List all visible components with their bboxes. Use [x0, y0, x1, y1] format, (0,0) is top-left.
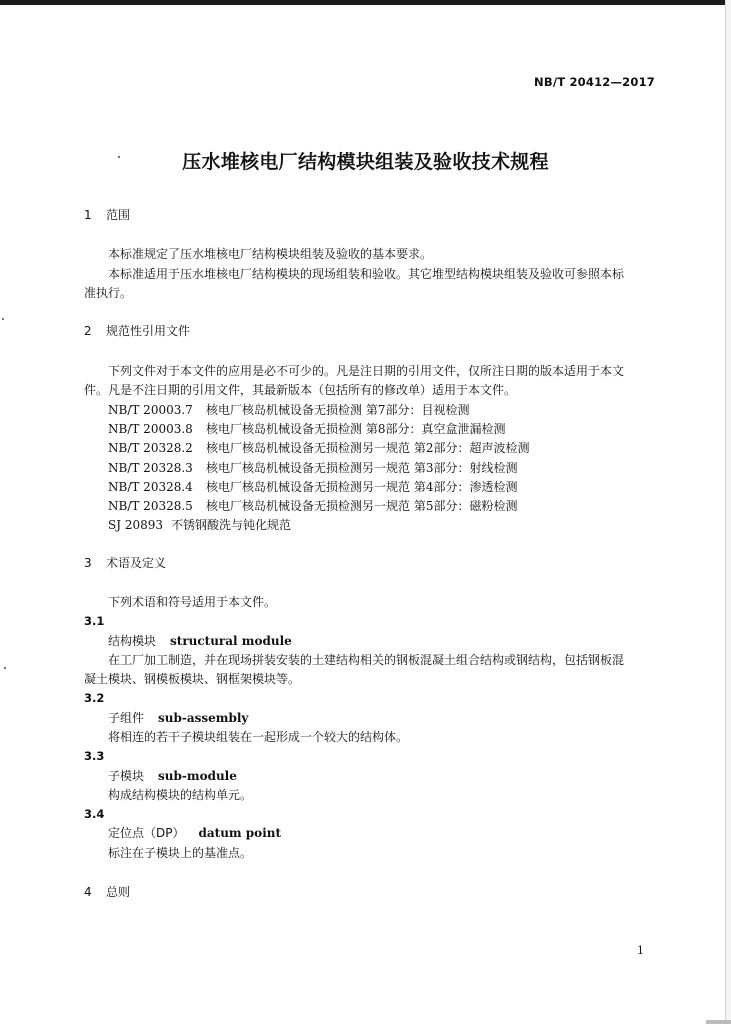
- scan-speck: [2, 318, 4, 320]
- section-number: 2: [84, 324, 92, 338]
- document-number: NB/T 20412—2017: [534, 75, 655, 89]
- reference-title: 核电厂核岛机械设备无损检测另一规范 第3部分：射线检测: [206, 461, 518, 475]
- paragraph-continued: 准执行。: [84, 286, 133, 300]
- section-title: 术语及定义: [106, 556, 167, 570]
- reference-title: 核电厂核岛机械设备无损检测 第7部分：目视检测: [206, 403, 470, 417]
- term-entry: [108, 633, 292, 650]
- reference-code: NB/T 20003.8: [108, 422, 193, 436]
- term-zh: 子组件: [108, 711, 145, 725]
- section-number: 3: [84, 556, 92, 570]
- reference-code: NB/T 20328.5: [108, 499, 193, 513]
- term-number: 3.1: [84, 614, 105, 628]
- reference-item: [108, 460, 517, 477]
- reference-code: NB/T 20328.4: [108, 480, 193, 494]
- reference-code: SJ 20893: [108, 518, 164, 532]
- paragraph-continued: 件。凡是不注日期的引用文件，其最新版本（包括所有的修改单）适用于本文件。: [84, 383, 517, 397]
- term-zh: 结构模块: [108, 634, 157, 648]
- term-number: 3.4: [84, 807, 105, 821]
- term-number: 3.2: [84, 691, 105, 705]
- term-zh: 定位点（DP）: [108, 826, 185, 840]
- scan-speck: [4, 667, 6, 669]
- term-definition: 标注在子模块上的基准点。: [108, 846, 253, 860]
- paragraph: 本标准规定了压水堆核电厂结构模块组装及验收的基本要求。: [108, 247, 433, 261]
- term-en: datum point: [198, 826, 282, 840]
- term-definition: 在工厂加工制造，并在现场拼装安装的土建结构相关的钢板混凝土组合结构或钢结构，包括钢板混: [108, 653, 625, 667]
- reference-item: [108, 498, 517, 515]
- paragraph: 下列文件对于本文件的应用是必不可少的。凡是注日期的引用文件，仅所注日期的版本适用于本文: [108, 364, 625, 378]
- reference-item: [108, 440, 529, 457]
- term-zh: 子模块: [108, 769, 145, 783]
- section-2-heading: [84, 323, 190, 340]
- term-entry: [108, 825, 281, 842]
- reference-item: [108, 517, 291, 534]
- reference-item: [108, 479, 517, 496]
- section-title: 规范性引用文件: [106, 324, 191, 338]
- scan-bottom-mark: [706, 1020, 731, 1024]
- section-3-heading: [84, 555, 166, 572]
- page-number: 1: [637, 944, 644, 957]
- reference-title: 核电厂核岛机械设备无损检测另一规范 第5部分：磁粉检测: [206, 499, 518, 513]
- reference-code: NB/T 20328.3: [108, 461, 193, 475]
- term-en: structural module: [170, 634, 292, 648]
- term-en: sub-module: [158, 769, 237, 783]
- section-number: 1: [84, 208, 92, 222]
- reference-title: 核电厂核岛机械设备无损检测另一规范 第4部分：渗透检测: [206, 480, 518, 494]
- section-1-heading: [84, 207, 130, 224]
- document-title: 压水堆核电厂结构模块组装及验收技术规程: [182, 151, 549, 173]
- section-title: 范围: [106, 208, 131, 222]
- paragraph: 下列术语和符号适用于本文件。: [108, 595, 277, 609]
- section-title: 总则: [106, 885, 131, 899]
- term-number: 3.3: [84, 749, 105, 763]
- reference-title: 核电厂核岛机械设备无损检测另一规范 第2部分：超声波检测: [206, 441, 530, 455]
- term-entry: [108, 768, 237, 785]
- reference-item: [108, 402, 469, 419]
- reference-code: NB/T 20328.2: [108, 441, 193, 455]
- reference-title: 核电厂核岛机械设备无损检测 第8部分：真空盒泄漏检测: [206, 422, 506, 436]
- term-en: sub-assembly: [158, 711, 249, 725]
- scan-top-edge: [0, 0, 731, 5]
- term-definition-continued: 凝土模块、钢模板模块、钢框架模块等。: [84, 672, 301, 686]
- term-entry: [108, 710, 248, 727]
- section-4-heading: [84, 884, 130, 901]
- reference-code: NB/T 20003.7: [108, 403, 193, 417]
- reference-item: [108, 421, 505, 438]
- section-number: 4: [84, 885, 92, 899]
- paragraph: 本标准适用于压水堆核电厂结构模块的现场组装和验收。其它堆型结构模块组装及验收可参照本标: [108, 267, 625, 281]
- term-definition: 构成结构模块的结构单元。: [108, 788, 253, 802]
- term-definition: 将相连的若干子模块组装在一起形成一个较大的结构体。: [108, 730, 409, 744]
- reference-title: 不锈钢酸洗与钝化规范: [171, 518, 292, 532]
